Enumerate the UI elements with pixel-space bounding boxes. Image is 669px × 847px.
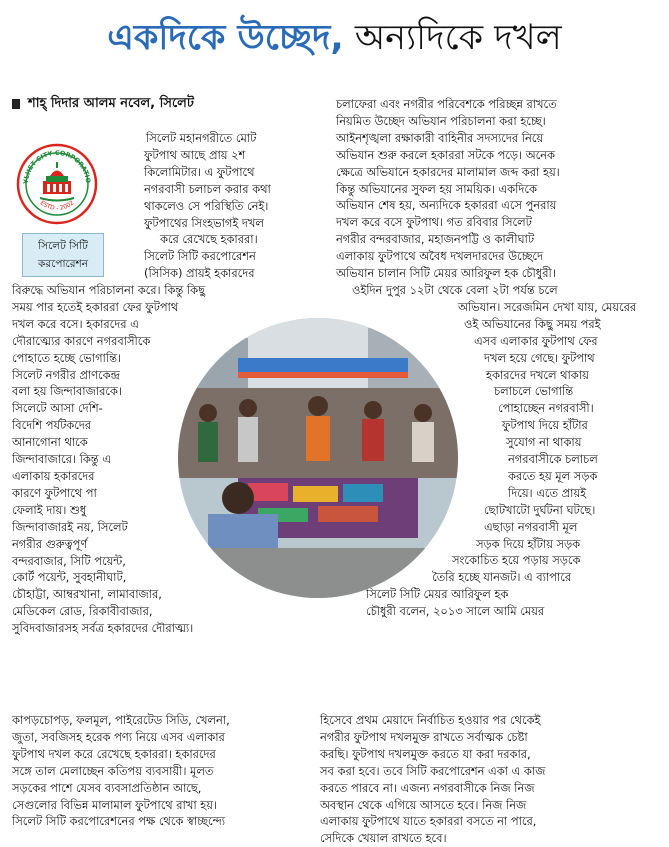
text-line: ক্ষেত্রে অভিযানে হকারদের মালামাল জব্দ করা হয়। [336,164,560,179]
text-line: চৌহাট্টা, আম্বরখানা, লামাবাজার, [12,587,162,602]
text-line: সিলেট মহানগরীতে মোট [146,131,257,145]
left-column-top [144,130,271,282]
text-line: দৌরাত্ম্যের কারণে নগরবাসীকে [12,333,151,348]
left-column-middle [12,282,205,637]
right-column-bottom [320,712,545,847]
text-line: এলাকায় হকারদের [12,468,95,483]
text-line: বলা হয় জিন্দাবাজারকে। [12,384,122,399]
text-line: দিয়ে। এতে প্রায়ই [508,485,587,500]
text-line: কিলোমিটার। এ ফুটপাথে [144,164,255,179]
text-line: জিন্দাবাজারে। কিন্তু এ [12,452,111,467]
text-line: সড়ক দিয়ে হাঁটায় সড়ক [476,536,581,551]
text-line: সুযোগ না থাকায় [506,435,582,450]
headline [0,14,669,62]
text-line: সিলেটে আসা দেশি- [12,401,103,416]
text-line: নগরবাসী চলাচল করার কথা [144,181,271,196]
text-line: বিরুদ্ধে অভিযান পরিচালনা করে। কিন্তু কিছু [12,283,206,297]
text-line: দখল করে বসে। হকারদের এ [12,316,139,331]
sylhet-city-corporation-logo [16,143,98,225]
byline-separator: , [150,96,156,111]
text-line: কাপড়চোপড়, ফলমূল, পাইরেটেড সিডি, খেলনা, [12,713,230,727]
text-line: হিসেবে প্রথম মেয়াদে নির্বাচিত হওয়ার পর থেকেই [320,713,541,727]
text-line: অভিযান চালান সিটি মেয়র আরিফুল হক চৌধুরী। [336,266,556,281]
text-line: কোর্ট পয়েন্ট, সুবহানীঘাট, [12,570,127,585]
text-line: জিন্দাবাজারই নয়, সিলেট [12,519,128,534]
text-line: হকারদের দখলে থাকায় [486,367,589,382]
text-line: ফুটপাথ আছে প্রায় ২শ [144,147,246,162]
text-line: দখল করে বসে ফুটপাথ। গত রবিবার সিলেট [336,215,532,230]
text-line: সিলেট সিটি মেয়র আরিফুল হক [366,587,509,602]
city-box-line-1: সিলেট সিটি [38,240,88,252]
logo-estd-text: ESTD - 2002 [38,199,76,212]
byline-author: শাহ্ দিদার আলম নবেল [28,96,151,111]
text-line: করে রেখেছে হকাররা। [160,232,258,247]
logo-ring-text: YLHET CITY CORPORATIO [21,148,93,185]
text-line: ফুটপাথ দিয়ে হাঁটার [502,418,588,433]
headline-part-2: অন্যদিকে দখল [343,18,562,58]
text-line: নিয়মিত উচ্ছেদ অভিযান পরিচালনা করা হচ্ছে। [336,113,546,128]
text-line: নগরীর ফুটপাথ দখলমুক্ত রাখতে সর্বাত্মক চেষ্টা [320,729,528,744]
text-line: এলাকায় ফুটপাথে অবৈধ দখলদারদের উচ্ছেদে [336,249,543,264]
headline-part-1: একদিকে উচ্ছেদ, [107,18,344,58]
text-line: দখল হয়ে গেছে। ফুটপাথ [484,350,595,365]
text-line: ওই অভিযানের কিছু সময় পরই [464,316,601,331]
text-line: সড়কের পাশে যেসব ব্যবসাপ্রতিষ্ঠান আছে, [12,780,202,795]
square-bullet-icon [12,99,20,109]
text-line: (সিসিক) প্রায়ই হকারদের [144,266,255,281]
text-line: সিলেট সিটি করপোরেশনের পক্ষ থেকে স্বাচ্ছন্দ্যে [12,814,226,829]
text-line: মেডিকেল রোড, রিকাবীবাজার, [12,604,153,619]
text-line: নগরীর বন্দরবাজার, মহাজনপট্টি ও কালীঘাট [336,232,535,247]
byline-place: সিলেট [155,96,194,111]
text-line: সেদিকে খেয়াল রাখতে হবে। [320,831,447,846]
text-line: আইনশৃঙ্খলা রক্ষাকারী বাহিনীর সদস্যদের নিয়ে [336,130,544,145]
text-line: সময় পার হতেই হকাররা ফের ফুটপাথ [12,299,179,314]
text-line: অবস্থান থেকে এগিয়ে আসতে হবে। নিজ নিজ [320,797,527,812]
text-line: পোহাচ্ছেন নগরবাসী। [498,401,594,416]
text-line: বন্দরবাজার, সিটি পয়েন্ট, [12,553,126,568]
text-line: নগরীর গুরুত্বপূর্ণ [12,536,88,551]
text-line: পোহাতে হচ্ছে ভোগান্তি। [12,350,122,365]
text-line: অভিযান শেষ হয়, অন্যদিকে হকাররা এসে পুনরায় [336,198,557,213]
text-line: সঙ্গে তাল মেলাচ্ছেন কতিপয় ব্যবসায়ী। মূলত [12,763,214,778]
city-corporation-label-box [22,233,104,277]
text-line: ফেলাই দায়। শুধু [12,502,87,517]
text-line: করতে পারবে না। এজন্য নগরবাসীকে নিজ নিজ [320,780,535,795]
text-line: অভিযান শুরু করলে হকাররা সটকে পড়ে। অনেক [336,147,555,162]
text-line: নগরবাসীকে চলাচল [508,452,598,467]
text-line: সিলেট নগরীর প্রাণকেন্দ্র [12,367,120,382]
text-line: তৈরি হচ্ছে যানজট। এ ব্যাপারে [432,570,572,585]
text-line: অভিযান। সরেজমিন দেখা যায়, মেয়রের [458,299,637,314]
text-line: এছাড়া নগরবাসী মূল [484,519,578,534]
text-line: ফুটপাথের সিংহভাগই দখল [144,215,264,230]
text-line: সেগুলোর বিভিন্ন মালামাল ফুটপাথে রাখা হয়। [12,797,218,812]
text-line: চৌধুরী বলেন, ২০১৩ সালে আমি মেয়র [366,604,545,619]
text-line: করতে হয় মূল সড়ক [508,468,598,483]
text-line: সংকোচিত হয়ে পড়ায় সড়কে [452,553,581,568]
text-line: আনাগোনা থাকে [12,435,88,450]
text-line: ওইদিন দুপুর ১২টা থেকে বেলা ২টা পর্যন্ত চলে [352,282,558,297]
city-box-line-2: করপোরেশন [38,258,88,270]
text-line: কিন্তু অভিযানের সুফল হয় সাময়িক। একদিকে [336,181,537,196]
left-column-bottom [12,712,230,830]
street-vendors-market-photo [178,318,458,598]
text-line: কারণে ফুটপাথে পা [12,485,97,500]
text-line: চলাচলে ভোগান্তি [494,384,574,399]
byline [12,94,194,115]
text-line: জুতা, সবজিসহ হরেক পণ্য নিয়ে এসব এলাকার [12,729,225,744]
text-line: এসব এলাকার ফুটপাথ ফের [474,333,598,348]
text-line: সব করা হবে। তবে সিটি করপোরেশন একা এ কাজ [320,763,546,778]
text-line: ফুটপাথ দখল করে রেখেছে হকাররা। হকারদের [12,746,216,761]
text-line: এলাকায় ফুটপাথে যাতে হকাররা বসতে না পারে, [320,814,537,829]
text-line: থাকলেও সে পরিস্থিতি নেই। [144,198,269,213]
text-line: করছি। ফুটপাথ দখলমুক্ত করতে যা করা দরকার, [320,746,531,761]
text-line: চলাফেরা এবং নগরীর পরিবেশকে পরিচ্ছন্ন রাখতে [336,97,557,111]
text-line: সিলেট সিটি করপোরেশন [144,249,256,264]
text-line: সুবিদবাজারসহ সর্বত্র হকারদের দৌরাত্ম্য। [12,621,194,636]
text-line: বিদেশি পর্যটকদের [12,418,92,433]
text-line: ছোটখাটো দুর্ঘটনা ঘটছে। [484,502,596,517]
